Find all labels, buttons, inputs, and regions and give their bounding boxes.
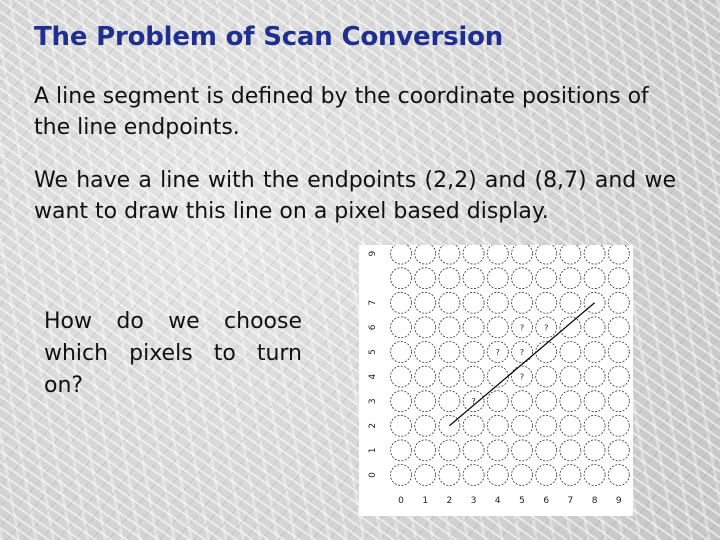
x-tick-label: 5 <box>519 496 525 506</box>
pixel-circle <box>487 415 508 436</box>
pixel-circle <box>584 440 605 461</box>
pixel-circle <box>560 366 581 387</box>
y-tick-label: 9 <box>368 250 378 257</box>
pixel-circle <box>560 317 581 338</box>
pixel-circle <box>560 245 581 264</box>
pixel-circle <box>463 268 484 289</box>
pixel-circle <box>487 317 508 338</box>
x-tick-label: 3 <box>470 496 477 506</box>
x-tick-label: 9 <box>615 496 622 506</box>
pixel-circle <box>487 391 508 412</box>
pixel-circle <box>487 440 508 461</box>
pixel-circle <box>560 342 581 363</box>
pixel-circle <box>391 366 412 387</box>
pixel-circle <box>536 465 557 486</box>
pixel-circle <box>536 366 557 387</box>
y-tick-label: 4 <box>368 373 378 380</box>
pixel-circle <box>391 342 412 363</box>
pixel-circle <box>512 440 533 461</box>
pixel-circle <box>391 317 412 338</box>
pixel-circle <box>391 465 412 486</box>
pixel-circle <box>608 317 629 338</box>
pixel-circle <box>536 415 557 436</box>
y-tick-label: 7 <box>368 299 378 306</box>
x-tick-label: 2 <box>446 496 453 506</box>
y-tick-label: 3 <box>368 398 378 405</box>
pixel-grid-svg <box>359 245 633 516</box>
pixel-circle <box>415 391 436 412</box>
pixel-circle <box>463 292 484 313</box>
pixel-circle <box>439 440 460 461</box>
pixel-circle <box>560 268 581 289</box>
pixel-circle <box>439 292 460 313</box>
paragraph-question: How do we choose which pixels to turn on? <box>44 309 302 398</box>
x-tick-label: 6 <box>543 496 550 506</box>
pixel-circle <box>415 465 436 486</box>
pixel-circle <box>608 366 629 387</box>
pixel-circle <box>512 292 533 313</box>
pixel-circle <box>439 268 460 289</box>
pixel-circle <box>584 342 605 363</box>
pixel-circle <box>391 440 412 461</box>
question-mark: ? <box>471 397 476 407</box>
pixel-circle <box>584 245 605 264</box>
y-tick-label: 6 <box>368 324 378 331</box>
pixel-circle <box>584 415 605 436</box>
pixel-circle <box>439 245 460 264</box>
pixel-circle <box>512 465 533 486</box>
pixel-circle <box>560 465 581 486</box>
question-mark: ? <box>519 372 525 382</box>
question-mark: ? <box>495 348 500 357</box>
pixel-circle <box>536 391 557 412</box>
pixel-circle <box>512 268 533 289</box>
pixel-circle <box>439 317 460 338</box>
pixel-circle <box>487 465 508 486</box>
pixel-circle <box>512 245 533 264</box>
pixel-circle <box>584 317 605 338</box>
pixel-circle <box>560 415 581 436</box>
pixel-circle <box>391 268 412 289</box>
pixel-circle <box>391 415 412 436</box>
pixel-circle <box>584 391 605 412</box>
pixel-circle <box>463 440 484 461</box>
pixel-circle <box>608 268 629 289</box>
pixel-circle <box>608 245 629 264</box>
pixel-circle <box>608 415 629 436</box>
pixel-circle <box>439 391 460 412</box>
pixel-circle <box>560 440 581 461</box>
pixel-circle <box>463 415 484 436</box>
pixel-circle <box>415 415 436 436</box>
pixel-circle <box>463 342 484 363</box>
question-mark: ? <box>519 323 525 333</box>
question-mark: ? <box>544 323 549 333</box>
pixel-circle <box>439 366 460 387</box>
pixel-circle <box>415 268 436 289</box>
x-tick-label: 1 <box>422 496 429 506</box>
pixel-circle <box>584 366 605 387</box>
pixel-circle <box>512 415 533 436</box>
pixel-circle <box>463 366 484 387</box>
pixel-circle <box>560 391 581 412</box>
y-tick-label: 1 <box>368 447 378 454</box>
pixel-circle <box>463 245 484 264</box>
pixel-circle <box>608 465 629 486</box>
pixel-circle <box>463 465 484 486</box>
pixel-circle <box>415 292 436 313</box>
pixel-circle <box>536 440 557 461</box>
pixel-grid-figure <box>359 245 633 516</box>
pixel-circle <box>512 391 533 412</box>
pixel-circle <box>487 245 508 264</box>
x-tick-label: 7 <box>567 496 574 506</box>
pixel-circle <box>391 292 412 313</box>
slide-title: The Problem of Scan Conversion <box>34 22 504 52</box>
pixel-circle <box>608 292 629 313</box>
pixel-circle <box>415 342 436 363</box>
pixel-circle <box>391 391 412 412</box>
pixel-circle <box>608 342 629 363</box>
y-tick-label: 2 <box>368 422 378 429</box>
pixel-circle <box>415 366 436 387</box>
paragraph-endpoints: We have a line with the endpoints (2,2) and (8,7) and we want to draw this line on a pixel based display. <box>34 168 676 224</box>
y-tick-label: 5 <box>368 349 378 355</box>
question-mark: ? <box>519 348 525 357</box>
x-tick-label: 8 <box>591 496 598 506</box>
pixel-circle <box>608 391 629 412</box>
pixel-circle <box>560 292 581 313</box>
pixel-circle <box>536 245 557 264</box>
pixel-circle <box>415 245 436 264</box>
pixel-circle <box>487 292 508 313</box>
paragraph-line-definition: A line segment is defined by the coordinate positions of the line endpoints. <box>34 84 649 140</box>
x-tick-label: 4 <box>494 496 501 506</box>
pixel-circle <box>439 342 460 363</box>
pixel-circle <box>608 440 629 461</box>
pixel-circle <box>584 268 605 289</box>
pixel-circle <box>415 317 436 338</box>
y-tick-label: 0 <box>368 472 378 478</box>
line-segment <box>449 303 594 426</box>
pixel-circle <box>463 317 484 338</box>
pixel-circle <box>584 465 605 486</box>
pixel-circle <box>536 292 557 313</box>
x-tick-label: 0 <box>398 496 404 506</box>
pixel-circle <box>391 245 412 264</box>
pixel-circle <box>439 465 460 486</box>
pixel-circle <box>415 440 436 461</box>
pixel-circle <box>487 268 508 289</box>
pixel-circle <box>536 268 557 289</box>
